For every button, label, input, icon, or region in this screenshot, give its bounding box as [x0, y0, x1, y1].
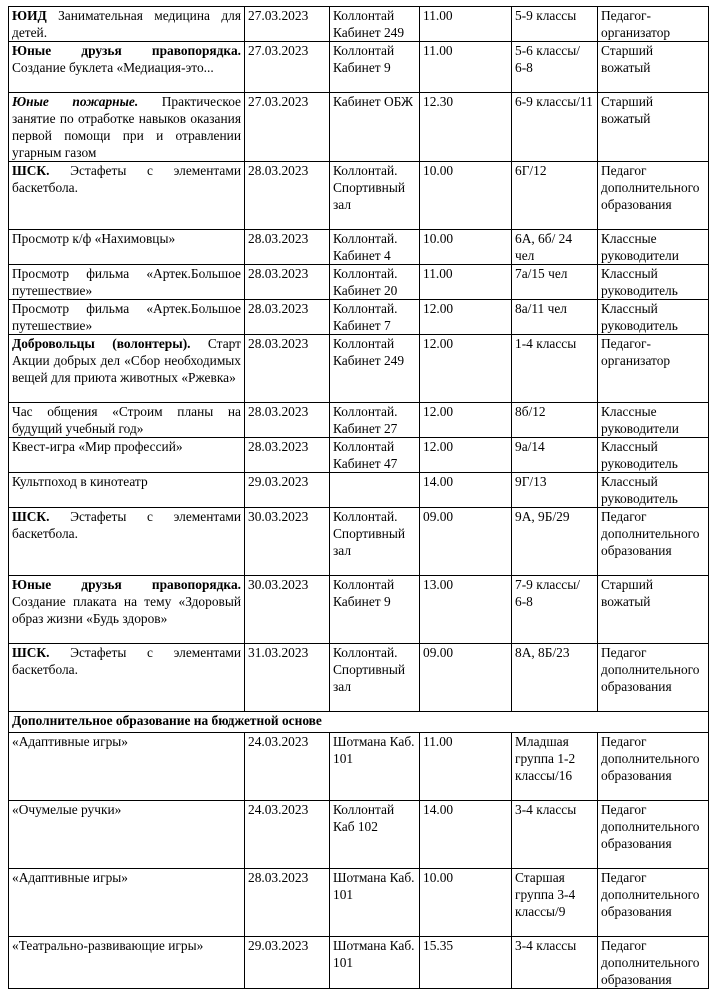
group-cell: 6Г/12	[512, 162, 598, 230]
section-title: Дополнительное образование на бюджетной основе	[9, 712, 709, 733]
date-cell: 28.03.2023	[245, 438, 330, 473]
group-cell: 7а/15 чел	[512, 265, 598, 300]
responsible-cell: Педагог-организатор	[598, 335, 709, 403]
date-cell: 28.03.2023	[245, 335, 330, 403]
responsible-cell: Классные руководители	[598, 403, 709, 438]
time-cell: 09.00	[420, 644, 512, 712]
date-cell: 24.03.2023	[245, 801, 330, 869]
time-cell: 14.00	[420, 473, 512, 508]
group-cell: 9Г/13	[512, 473, 598, 508]
event-text: Просмотр фильма «Артек.Большое путешествие»	[12, 301, 241, 333]
place-cell: Кабинет ОБЖ	[330, 93, 420, 162]
event-lead: Юные пожарные.	[12, 94, 139, 109]
responsible-cell: Педагог дополнительного образования	[598, 162, 709, 230]
event-text: Эстафеты с элементами баскетбола.	[12, 645, 241, 677]
place-cell	[330, 473, 420, 508]
table-row	[9, 403, 709, 438]
event-text: Квест-игра «Мир профессий»	[12, 439, 183, 454]
place-cell: Коллонтай. Спортивный зал	[330, 508, 420, 576]
responsible-cell: Педагог дополнительного образования	[598, 508, 709, 576]
responsible-cell: Классные руководители	[598, 230, 709, 265]
date-cell: 30.03.2023	[245, 508, 330, 576]
time-cell: 11.00	[420, 265, 512, 300]
table-row	[9, 335, 709, 403]
place-cell: Шотмана Каб. 101	[330, 937, 420, 989]
table-row	[9, 644, 709, 712]
responsible-cell: Старший вожатый	[598, 93, 709, 162]
table-row	[9, 869, 709, 937]
date-cell: 29.03.2023	[245, 937, 330, 989]
event-lead: ШСК.	[12, 509, 50, 524]
event-text: Занимательная медицина для детей.	[12, 8, 241, 40]
responsible-cell: Педагог дополнительного образования	[598, 644, 709, 712]
time-cell: 12.00	[420, 403, 512, 438]
date-cell: 28.03.2023	[245, 162, 330, 230]
date-cell: 28.03.2023	[245, 403, 330, 438]
event-text: Просмотр фильма «Артек.Большое путешествие»	[12, 266, 241, 298]
schedule-sheet	[8, 6, 709, 989]
table-row	[9, 473, 709, 508]
time-cell: 10.00	[420, 869, 512, 937]
table-row	[9, 230, 709, 265]
place-cell: Шотмана Каб. 101	[330, 733, 420, 801]
time-cell: 11.00	[420, 733, 512, 801]
event-name-cell	[9, 644, 245, 712]
place-cell: Коллонтай Кабинет 249	[330, 7, 420, 42]
table-row	[9, 42, 709, 93]
event-name-cell	[9, 265, 245, 300]
group-cell: 3-4 классы	[512, 937, 598, 989]
table-row	[9, 438, 709, 473]
group-cell: 3-4 классы	[512, 801, 598, 869]
date-cell: 27.03.2023	[245, 42, 330, 93]
event-name-cell	[9, 335, 245, 403]
event-lead: Юные друзья правопорядка.	[12, 577, 241, 592]
responsible-cell: Классный руководитель	[598, 438, 709, 473]
event-lead: Юные друзья правопорядка.	[12, 43, 241, 58]
event-lead: ЮИД	[12, 8, 47, 23]
group-cell: 9А, 9Б/29	[512, 508, 598, 576]
responsible-cell: Педагог дополнительного образования	[598, 937, 709, 989]
date-cell: 31.03.2023	[245, 644, 330, 712]
responsible-cell: Педагог дополнительного образования	[598, 869, 709, 937]
event-name-cell: «Очумелые ручки»	[9, 801, 245, 869]
time-cell: 10.00	[420, 230, 512, 265]
time-cell: 13.00	[420, 576, 512, 644]
time-cell: 12.00	[420, 300, 512, 335]
event-name-cell	[9, 508, 245, 576]
table-row	[9, 93, 709, 162]
time-cell: 12.30	[420, 93, 512, 162]
date-cell: 27.03.2023	[245, 93, 330, 162]
event-text: Старт Акции добрых дел «Сбор необходимых вещей для приюта животных «Ржевка»	[12, 336, 242, 385]
time-cell: 11.00	[420, 42, 512, 93]
event-name-cell	[9, 42, 245, 93]
group-cell: 5-9 классы	[512, 7, 598, 42]
place-cell: Коллонтай Кабинет 9	[330, 576, 420, 644]
place-cell: Коллонтай Каб 102	[330, 801, 420, 869]
event-text: Просмотр к/ф «Нахимовцы»	[12, 231, 176, 246]
group-cell: 6А, 6б/ 24 чел	[512, 230, 598, 265]
time-cell: 11.00	[420, 7, 512, 42]
table-row	[9, 265, 709, 300]
responsible-cell: Классный руководитель	[598, 265, 709, 300]
place-cell: Коллонтай Кабинет 47	[330, 438, 420, 473]
event-lead: Добровольцы (волонтеры).	[12, 336, 191, 351]
responsible-cell: Старший вожатый	[598, 576, 709, 644]
table-row	[9, 733, 709, 801]
group-cell: 9а/14	[512, 438, 598, 473]
place-cell: Шотмана Каб. 101	[330, 869, 420, 937]
group-cell: 1-4 классы	[512, 335, 598, 403]
event-name-cell: «Адаптивные игры»	[9, 869, 245, 937]
event-text: Час общения «Строим планы на будущий учебный год»	[12, 404, 241, 436]
place-cell: Коллонтай. Спортивный зал	[330, 162, 420, 230]
event-text: Создание плаката на тему «Здоровый образ жизни «Будь здоров»	[12, 594, 241, 626]
time-cell: 12.00	[420, 438, 512, 473]
group-cell: Старшая группа 3-4 классы/9	[512, 869, 598, 937]
time-cell: 15.35	[420, 937, 512, 989]
date-cell: 30.03.2023	[245, 576, 330, 644]
place-cell: Коллонтай Кабинет 249	[330, 335, 420, 403]
responsible-cell: Старший вожатый	[598, 42, 709, 93]
event-name-cell	[9, 230, 245, 265]
time-cell: 09.00	[420, 508, 512, 576]
section-row	[9, 712, 709, 733]
group-cell: 8б/12	[512, 403, 598, 438]
responsible-cell: Педагог дополнительного образования	[598, 733, 709, 801]
group-cell: 7-9 классы/ 6-8	[512, 576, 598, 644]
event-name-cell	[9, 438, 245, 473]
event-lead: ШСК.	[12, 645, 50, 660]
event-name-cell	[9, 162, 245, 230]
date-cell: 28.03.2023	[245, 265, 330, 300]
place-cell: Коллонтай. Кабинет 7	[330, 300, 420, 335]
table-row	[9, 508, 709, 576]
event-text: Эстафеты с элементами баскетбола.	[12, 163, 241, 195]
event-text: Эстафеты с элементами баскетбола.	[12, 509, 241, 541]
event-name-cell: «Адаптивные игры»	[9, 733, 245, 801]
place-cell: Коллонтай. Спортивный зал	[330, 644, 420, 712]
place-cell: Коллонтай Кабинет 9	[330, 42, 420, 93]
event-text: Практическое занятие по отработке навыков оказания первой помощи при и отравлении угарным газом	[12, 94, 242, 160]
event-name-cell	[9, 576, 245, 644]
event-name-cell	[9, 93, 245, 162]
time-cell: 10.00	[420, 162, 512, 230]
date-cell: 29.03.2023	[245, 473, 330, 508]
date-cell: 24.03.2023	[245, 733, 330, 801]
schedule-table	[8, 6, 709, 989]
date-cell: 28.03.2023	[245, 230, 330, 265]
time-cell: 12.00	[420, 335, 512, 403]
group-cell: 8А, 8Б/23	[512, 644, 598, 712]
group-cell: 8а/11 чел	[512, 300, 598, 335]
date-cell: 27.03.2023	[245, 7, 330, 42]
event-name-cell	[9, 473, 245, 508]
place-cell: Коллонтай. Кабинет 27	[330, 403, 420, 438]
responsible-cell: Классный руководитель	[598, 300, 709, 335]
date-cell: 28.03.2023	[245, 869, 330, 937]
responsible-cell: Классный руководитель	[598, 473, 709, 508]
responsible-cell: Педагог дополнительного образования	[598, 801, 709, 869]
date-cell: 28.03.2023	[245, 300, 330, 335]
event-lead: ШСК.	[12, 163, 50, 178]
event-name-cell	[9, 403, 245, 438]
group-cell: Младшая группа 1-2 классы/16	[512, 733, 598, 801]
table-row	[9, 801, 709, 869]
event-name-cell: «Театрально-развивающие игры»	[9, 937, 245, 989]
place-cell: Коллонтай. Кабинет 4	[330, 230, 420, 265]
time-cell: 14.00	[420, 801, 512, 869]
group-cell: 5-6 классы/ 6-8	[512, 42, 598, 93]
group-cell: 6-9 классы/11	[512, 93, 598, 162]
event-name-cell	[9, 300, 245, 335]
table-row	[9, 937, 709, 989]
responsible-cell: Педагог-организатор	[598, 7, 709, 42]
place-cell: Коллонтай. Кабинет 20	[330, 265, 420, 300]
event-name-cell	[9, 7, 245, 42]
event-text: Создание буклета «Медиация-это...	[12, 60, 214, 75]
table-row	[9, 7, 709, 42]
table-row	[9, 162, 709, 230]
table-row	[9, 300, 709, 335]
table-row	[9, 576, 709, 644]
event-text: Культпоход в кинотеатр	[12, 474, 148, 489]
